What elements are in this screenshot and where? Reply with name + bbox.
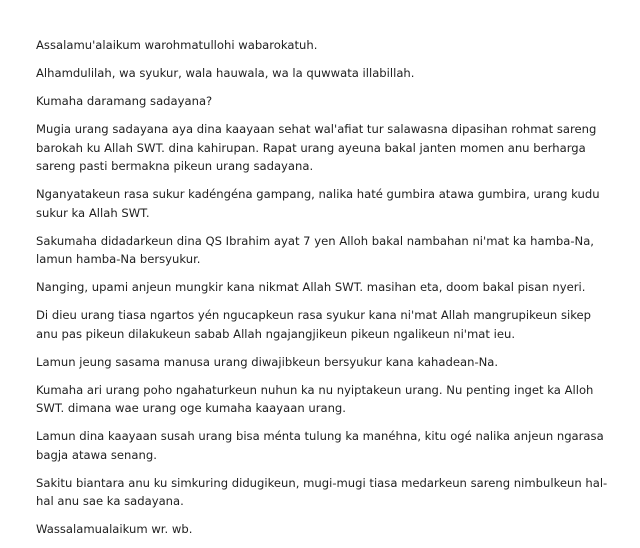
paragraph-greeting-closing: Wassalamualaikum wr. wb. (36, 522, 193, 536)
document-body (36, 36, 616, 548)
paragraph-fellow-humans: Lamun jeung sasama manusa urang diwajibkeun bersyukur kana kahadean-Na. (36, 354, 499, 369)
paragraph-gratitude: Nganyatakeun rasa sukur kadéngéna gampang, nalika haté gumbira atawa gumbira, urang kudu sukur ka Allah SWT. (36, 187, 600, 220)
paragraph-wishes: Mugia urang sadayana aya dina kaayaan sehat wal'afiat tur salawasna dipasihan rohmat sareng barokah ku Allah SWT. dina kahirupan. Rapat urang ayeuna bakal janten momen anu berharga sareng pasti bermakna pikeun urang sadayana. (36, 122, 597, 173)
paragraph-closing-remarks: Sakitu biantara anu ku simkuring didugikeun, mugi-mugi tiasa medarkeun sareng nimbulkeun hal-hal anu sae ka sadayana. (36, 475, 608, 508)
paragraph-hamdalah: Alhamdulilah, wa syukur, wala hauwala, wa la quwwata illabillah. (36, 66, 415, 80)
paragraph-understanding: Di dieu urang tiasa ngartos yén ngucapkeun rasa syukur kana ni'mat Allah mangrupikeun sikep anu pas pikeun dilakukeun sabab Allah ngajangjikeun pikeun ngalikeun ni'mat ieu. (36, 308, 591, 341)
paragraph-greeting-question: Kumaha daramang sadayana? (36, 94, 213, 108)
paragraph-hardship: Lamun dina kaayaan susah urang bisa ménta tulung ka manéhna, kitu ogé nalika anjeun ngarasa bagja atawa senang. (36, 429, 604, 462)
paragraph-remember-creator: Kumaha ari urang poho ngahaturkeun nuhun ka nu nyiptakeun urang. Nu penting inget ka Alloh SWT. dimana wae urang oge kumaha kaayaan urang. (36, 382, 594, 415)
paragraph-greeting-opening: Assalamu'alaikum warohmatullohi wabarokatuh. (36, 38, 318, 52)
paragraph-warning: Nanging, upami anjeun mungkir kana nikmat Allah SWT. masihan eta, doom bakal pisan nyeri. (36, 280, 586, 294)
paragraph-quran-citation: Sakumaha didadarkeun dina QS Ibrahim ayat 7 yen Alloh bakal nambahan ni'mat ka hamba-Na, lamun hamba-Na bersyukur. (36, 233, 594, 266)
